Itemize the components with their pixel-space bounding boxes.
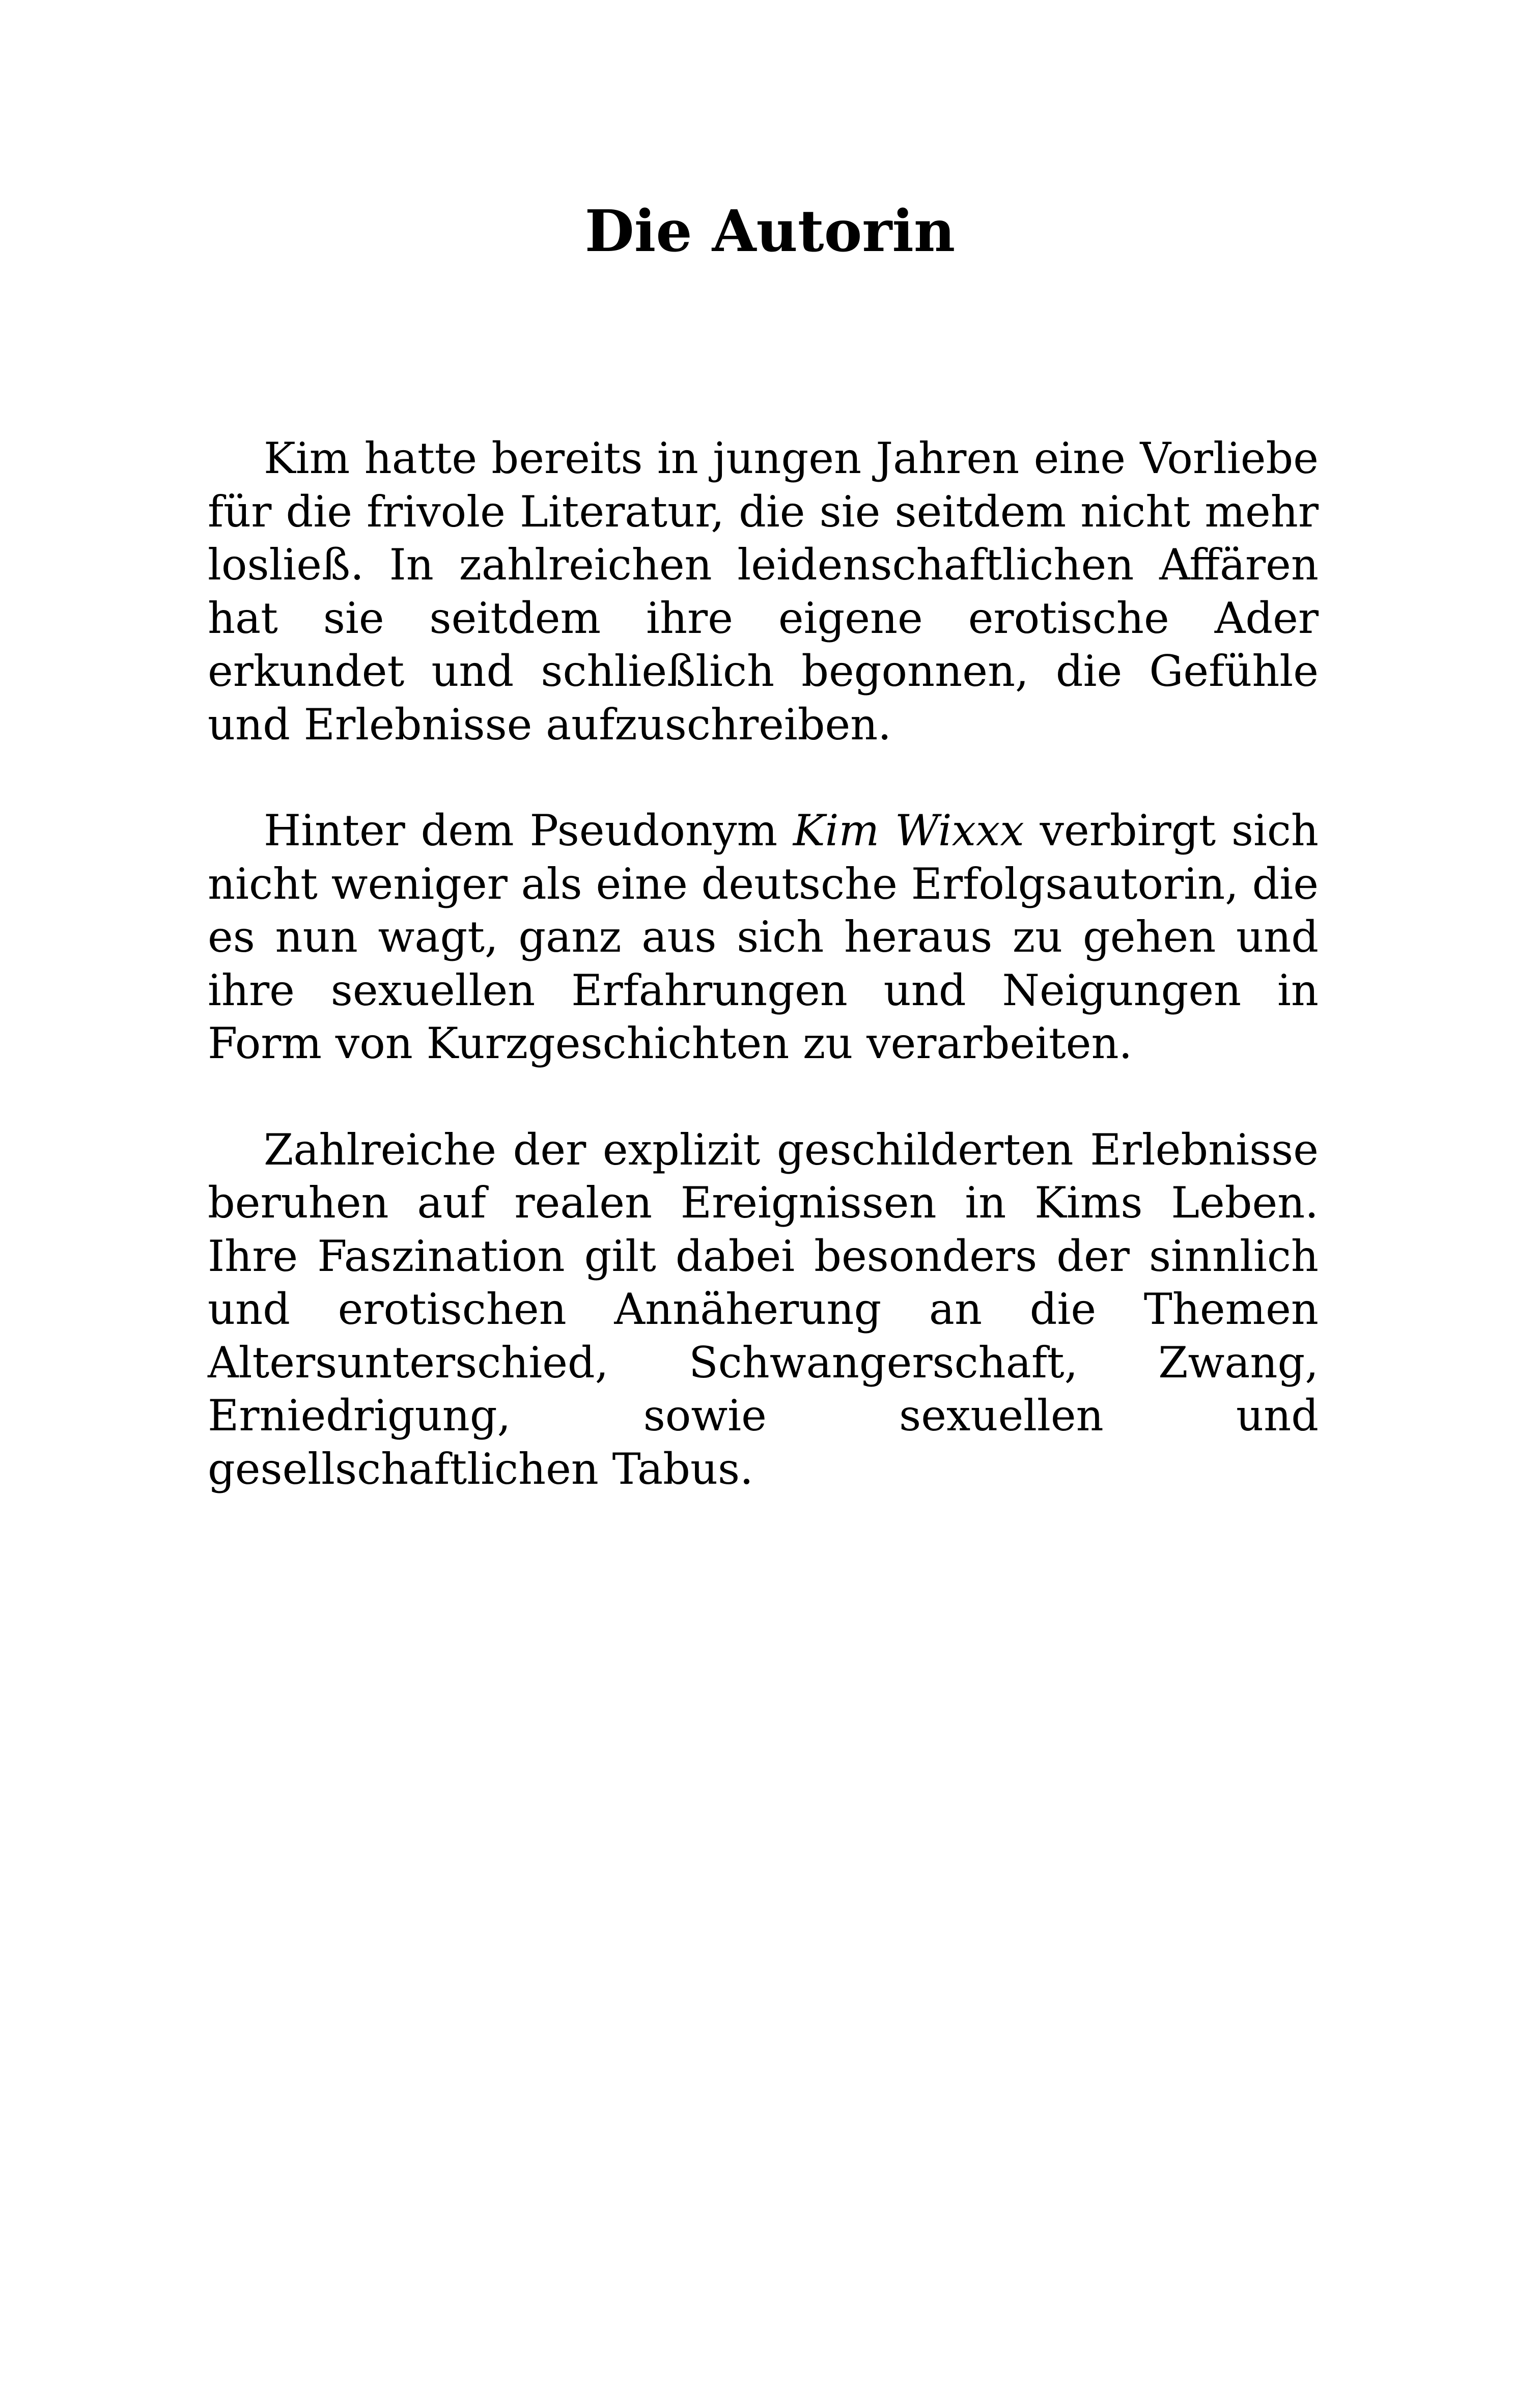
page-title: Die Autorin <box>584 198 956 265</box>
paragraph-2-intro: Hinter dem Pseudonym <box>264 806 793 855</box>
paragraph-3: Zahlreiche der explizit geschilderten Erlebnisse beruhen auf realen Ereignissen in Kims Leben. Ihre Faszination gilt dabei besonders der sinnlich und erotischen Annäherung an die Themen Altersunterschied, Schwangerschaft, Zwang, Erniedrigung, sowie sexuellen und gesellschaftlichen Tabus. <box>208 1124 1319 1494</box>
author-bio <box>208 432 1319 1495</box>
paragraph-2 <box>208 804 1319 1070</box>
paragraph-2-rest: verbirgt sich nicht weniger als eine deutsche Erfolgsautorin, die es nun wagt, ganz aus sich heraus zu gehen und ihre sexuellen Erfahrungen und Neigungen in Form von Kurzgeschichten zu verarbeiten. <box>208 806 1319 1068</box>
paragraph-1: Kim hatte bereits in jungen Jahren eine Vorliebe für die frivole Literatur, die sie seitdem nicht mehr losließ. In zahlreichen leidenschaftlichen Affären hat sie seitdem ihre eigene erotische Ader erkundet und schließlich begonnen, die Gefühle und Erlebnisse aufzuschreiben. <box>208 433 1319 750</box>
pseudonym: Kim Wixxx <box>793 806 1024 855</box>
